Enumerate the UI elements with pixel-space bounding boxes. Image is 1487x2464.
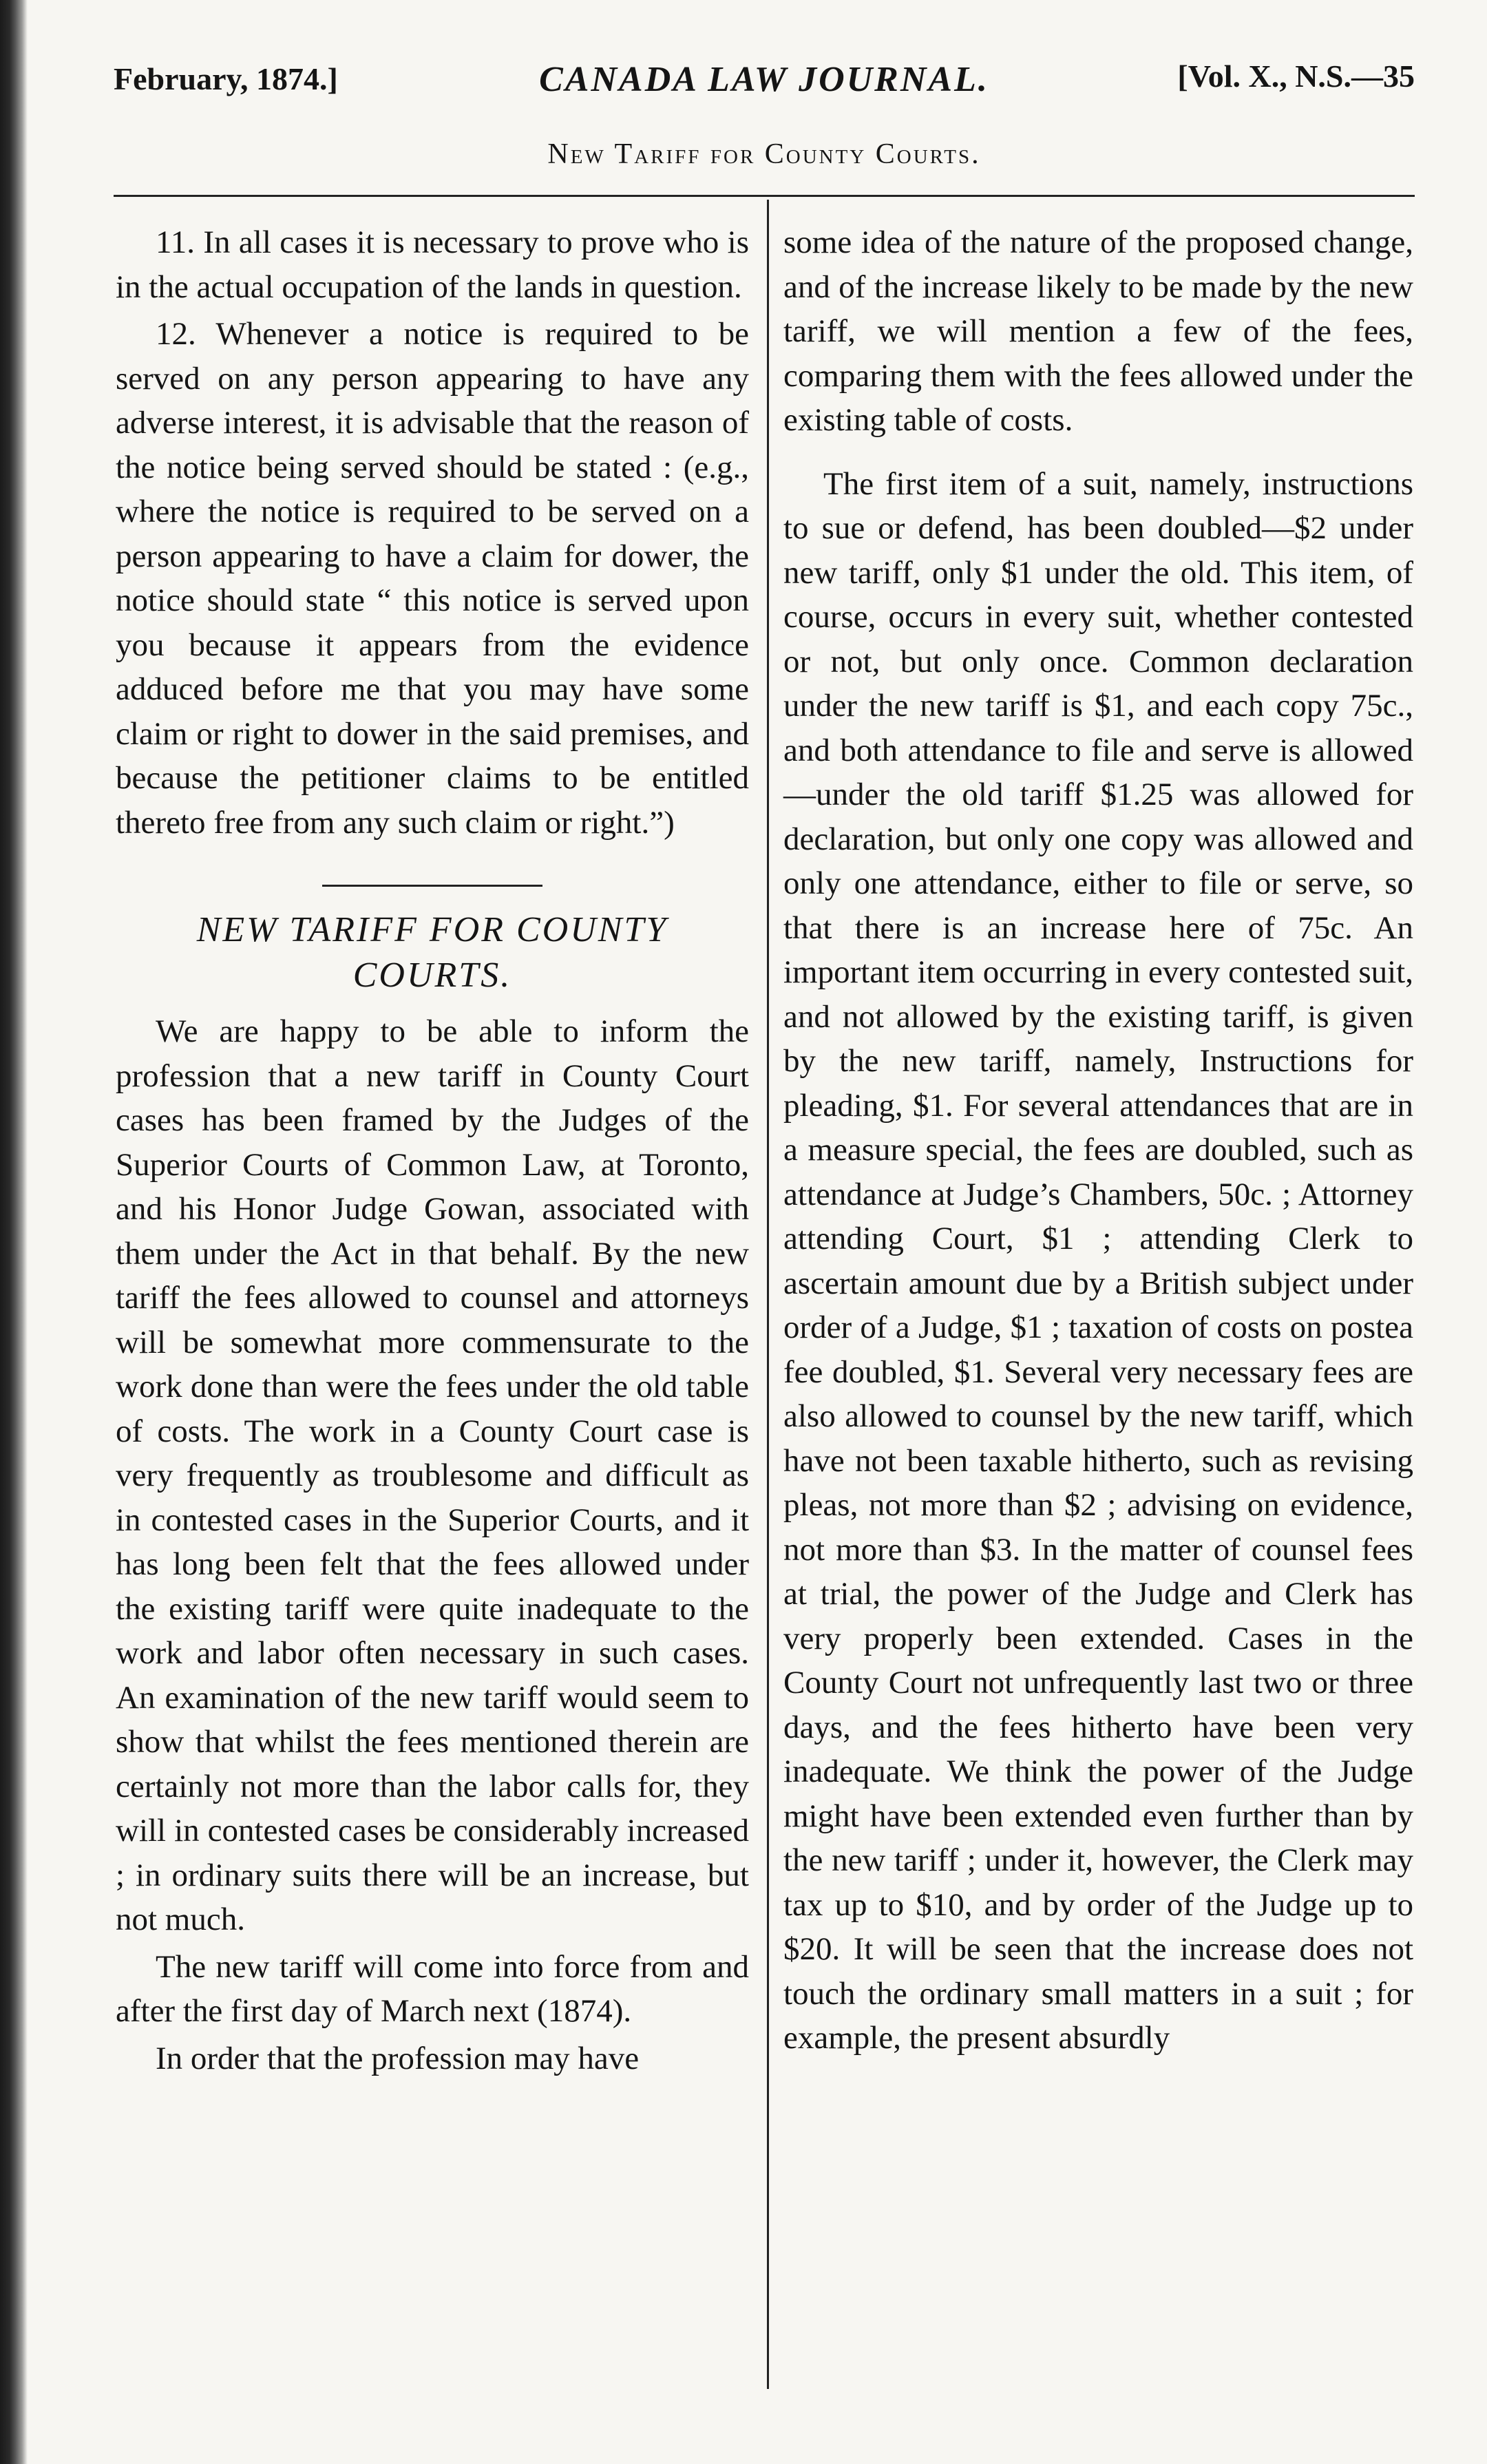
section-heading: New Tariff for County Courts. — [547, 138, 981, 170]
article-title-line-2: COURTS. — [352, 956, 512, 995]
article-paragraph-1: We are happy to be able to inform the profession that a new tariff in County Court cases has been framed by the Judges of the Superior Courts of Common Law, at Toronto, and his Honor Judge Gowan, associated with them under the Act in that behalf. By the new tariff the fees allowed to counsel and attorneys will be somewhat more commensurate to the work done than were the fees under the old table of costs. The work in a County Court case is very frequently as troublesome and difficult as in contested cases in the Superior Courts, and it has long been felt that the fees allowed under the existing tariff were quite inadequate to the work and labor often necessary in such cases. An examination of the new tariff would seem to show that whilst the fees mentioned therein are certainly not more than the labor calls for, they will in contested cases be considerably increased ; in ordinary suits there will be an increase, but not much. — [116, 1013, 749, 1937]
volume-page-number: [Vol. X., N.S.—35 — [1177, 59, 1415, 94]
column-divider — [767, 200, 769, 2389]
header-rule — [114, 195, 1415, 197]
article-paragraph-continued: some idea of the nature of the proposed change, and of the increase likely to be made by the new tariff, we will mention a few of the fees, comparing them with the fees allowed under the existing table of costs. — [783, 224, 1413, 438]
left-column — [116, 220, 749, 2081]
article-title-line-1: NEW TARIFF FOR COUNTY — [196, 910, 668, 949]
journal-title: CANADA LAW JOURNAL. — [539, 60, 989, 99]
paragraph-12: 12. Whenever a notice is required to be served on any person appearing to have any adverse interest, it is advisable that the reason of the notice being served should be stated : (e.g., where the notice is required to be served on a person appearing to have a claim for dower, the notice should state “ this notice is served upon you because it appears from the evidence adduced before me that you may have some claim or right to dower in the said premises, and because the petitioner claims to be entitled thereto free from any such claim or right.”) — [116, 316, 749, 841]
running-head — [114, 48, 1415, 110]
article-paragraph-3: In order that the profession may have — [156, 2040, 640, 2076]
paragraph-gap — [783, 443, 1413, 462]
article-paragraph-2: The new tariff will come into force from and after the first day of March next (1874). — [116, 1948, 749, 2029]
article-paragraph-4: The first item of a suit, namely, instructions to sue or defend, has been doubled—$2 under new tariff, only $1 under the old. This item, of course, occurs in every suit, whether contested or not, but only once. Common declaration under the new tariff is $1, and each copy 75c., and both attendance to file and serve is allowed—under the old tariff $1.25 was allowed for declaration, but only one copy was allowed and only one attendance, either to file or serve, so that there is an increase here of 75c. An important item occurring in every contested suit, and not allowed by the existing tariff, is given by the new tariff, namely, Instructions for pleading, $1. For several attendances that are in a measure special, the fees are doubled, such as attendance at Judge’s Chambers, 50c. ; Attorney attending Court, $1 ; attending Clerk to ascertain amount due by a British subject under order of a Judge, $1 ; taxation of costs on postea fee doubled, $1. Several very necessary fees are also allowed to counsel by the new tariff, which have not been taxable hitherto, such as revising pleas, not more than $2 ; advising on evidence, not more than $3. In the matter of counsel fees at trial, the power of the Judge and Clerk has very properly been extended. Cases in the County Court not unfrequently last two or three days, and the fees hitherto have been very inadequate. We think the power of the Judge might have been extended even further than by the new tariff ; under it, however, the Clerk may tax up to $10, and by order of the Judge up to $20. It will be seen that the increase does not touch the ordinary small matters in a suit ; for example, the present absurdly — [783, 465, 1413, 2056]
paragraph-11: 11. In all cases it is necessary to prove who is in the actual occupation of the lands in question. — [116, 224, 749, 305]
section-divider-rule — [322, 885, 542, 887]
binding-edge — [0, 0, 28, 2464]
running-head-date: February, 1874.] — [114, 61, 338, 96]
article-title — [116, 907, 749, 998]
right-column — [783, 220, 1413, 2061]
